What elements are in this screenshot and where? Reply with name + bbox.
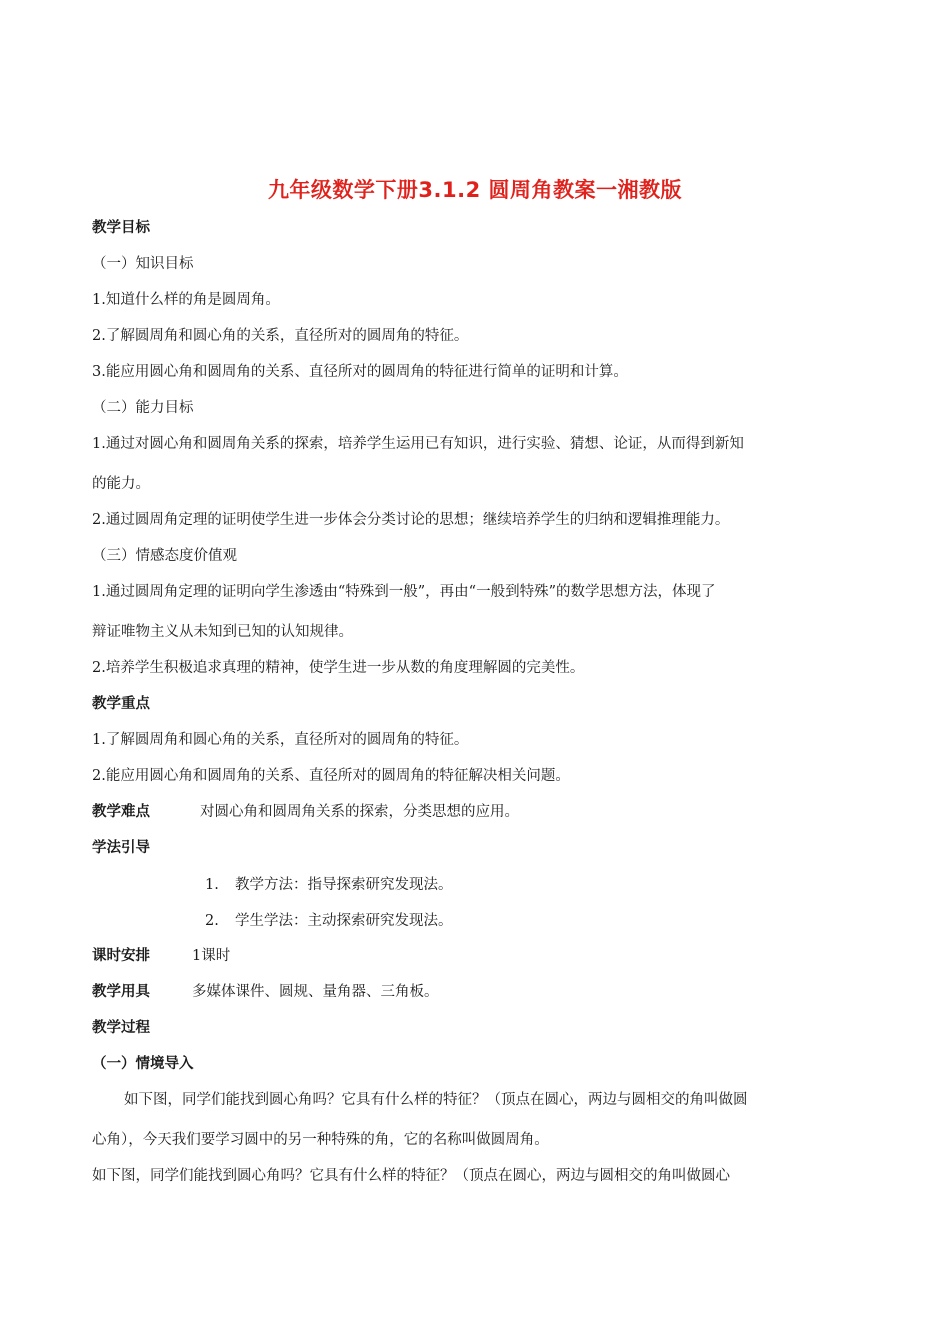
heading-class-hours: 课时安排	[92, 948, 150, 964]
emotion-item-1-line-1: 1.通过圆周角定理的证明向学生渗透由“特殊到一般”，再由“一般到特殊”的数学思想方法，体现了	[92, 584, 716, 600]
heading-teaching-process: 教学过程	[92, 1020, 150, 1036]
heading-key-points: 教学重点	[92, 696, 150, 712]
ability-item-1-line-1: 1.通过对圆心角和圆周角关系的探索，培养学生运用已有知识，进行实验、猜想、论证，从而得到新知	[92, 436, 744, 452]
heading-teaching-tools: 教学用具	[92, 984, 150, 1000]
method-item-1-number: 1.	[205, 877, 219, 893]
knowledge-item-1: 1.知道什么样的角是圆周角。	[92, 292, 280, 308]
heading-study-method: 学法引导	[92, 840, 150, 856]
document-title: 九年级数学下册3.1.2 圆周角教案一湘教版	[267, 178, 683, 202]
emotion-item-1-line-2: 辩证唯物主义从未知到已知的认知规律。	[92, 624, 353, 640]
key-item-1: 1.了解圆周角和圆心角的关系，直径所对的圆周角的特征。	[92, 732, 469, 748]
heading-difficulty: 教学难点	[92, 804, 150, 820]
class-hours-text: 1课时	[192, 948, 231, 964]
method-item-2-number: 2.	[205, 913, 219, 929]
knowledge-item-3: 3.能应用圆心角和圆周角的关系、直径所对的圆周角的特征进行简单的证明和计算。	[92, 364, 628, 380]
method-item-1-text: 教学方法：指导探索研究发现法。	[235, 877, 453, 893]
heading-teaching-goals: 教学目标	[92, 220, 150, 236]
knowledge-item-2: 2.了解圆周角和圆心角的关系，直径所对的圆周角的特征。	[92, 328, 469, 344]
emotion-item-2: 2.培养学生积极追求真理的精神，使学生进一步从数的角度理解圆的完美性。	[92, 660, 585, 676]
method-item-2-text: 学生学法：主动探索研究发现法。	[235, 913, 453, 929]
ability-item-2: 2.通过圆周角定理的证明使学生进一步体会分类讨论的思想；继续培养学生的归纳和逻辑推理能力。	[92, 512, 730, 528]
subheading-emotion-goals: （三）情感态度价值观	[92, 548, 237, 564]
intro-paragraph-line-2: 心角），今天我们要学习圆中的另一种特殊的角，它的名称叫做圆周角。	[92, 1132, 549, 1148]
subheading-ability-goals: （二）能力目标	[92, 400, 194, 416]
intro-paragraph-line-1: 如下图，同学们能找到圆心角吗？它具有什么样的特征？（顶点在圆心，两边与圆相交的角叫做圆	[124, 1092, 748, 1108]
ability-item-1-line-2: 的能力。	[92, 476, 150, 492]
subheading-scenario-intro: （一）情境导入	[92, 1056, 194, 1072]
teaching-tools-text: 多媒体课件、圆规、量角器、三角板。	[192, 984, 439, 1000]
intro-repeat-line: 如下图，同学们能找到圆心角吗？它具有什么样的特征？（顶点在圆心，两边与圆相交的角叫做圆心	[92, 1168, 730, 1184]
difficulty-text: 对圆心角和圆周角关系的探索，分类思想的应用。	[200, 804, 519, 820]
key-item-2: 2.能应用圆心角和圆周角的关系、直径所对的圆周角的特征解决相关问题。	[92, 768, 570, 784]
subheading-knowledge-goals: （一）知识目标	[92, 256, 194, 272]
